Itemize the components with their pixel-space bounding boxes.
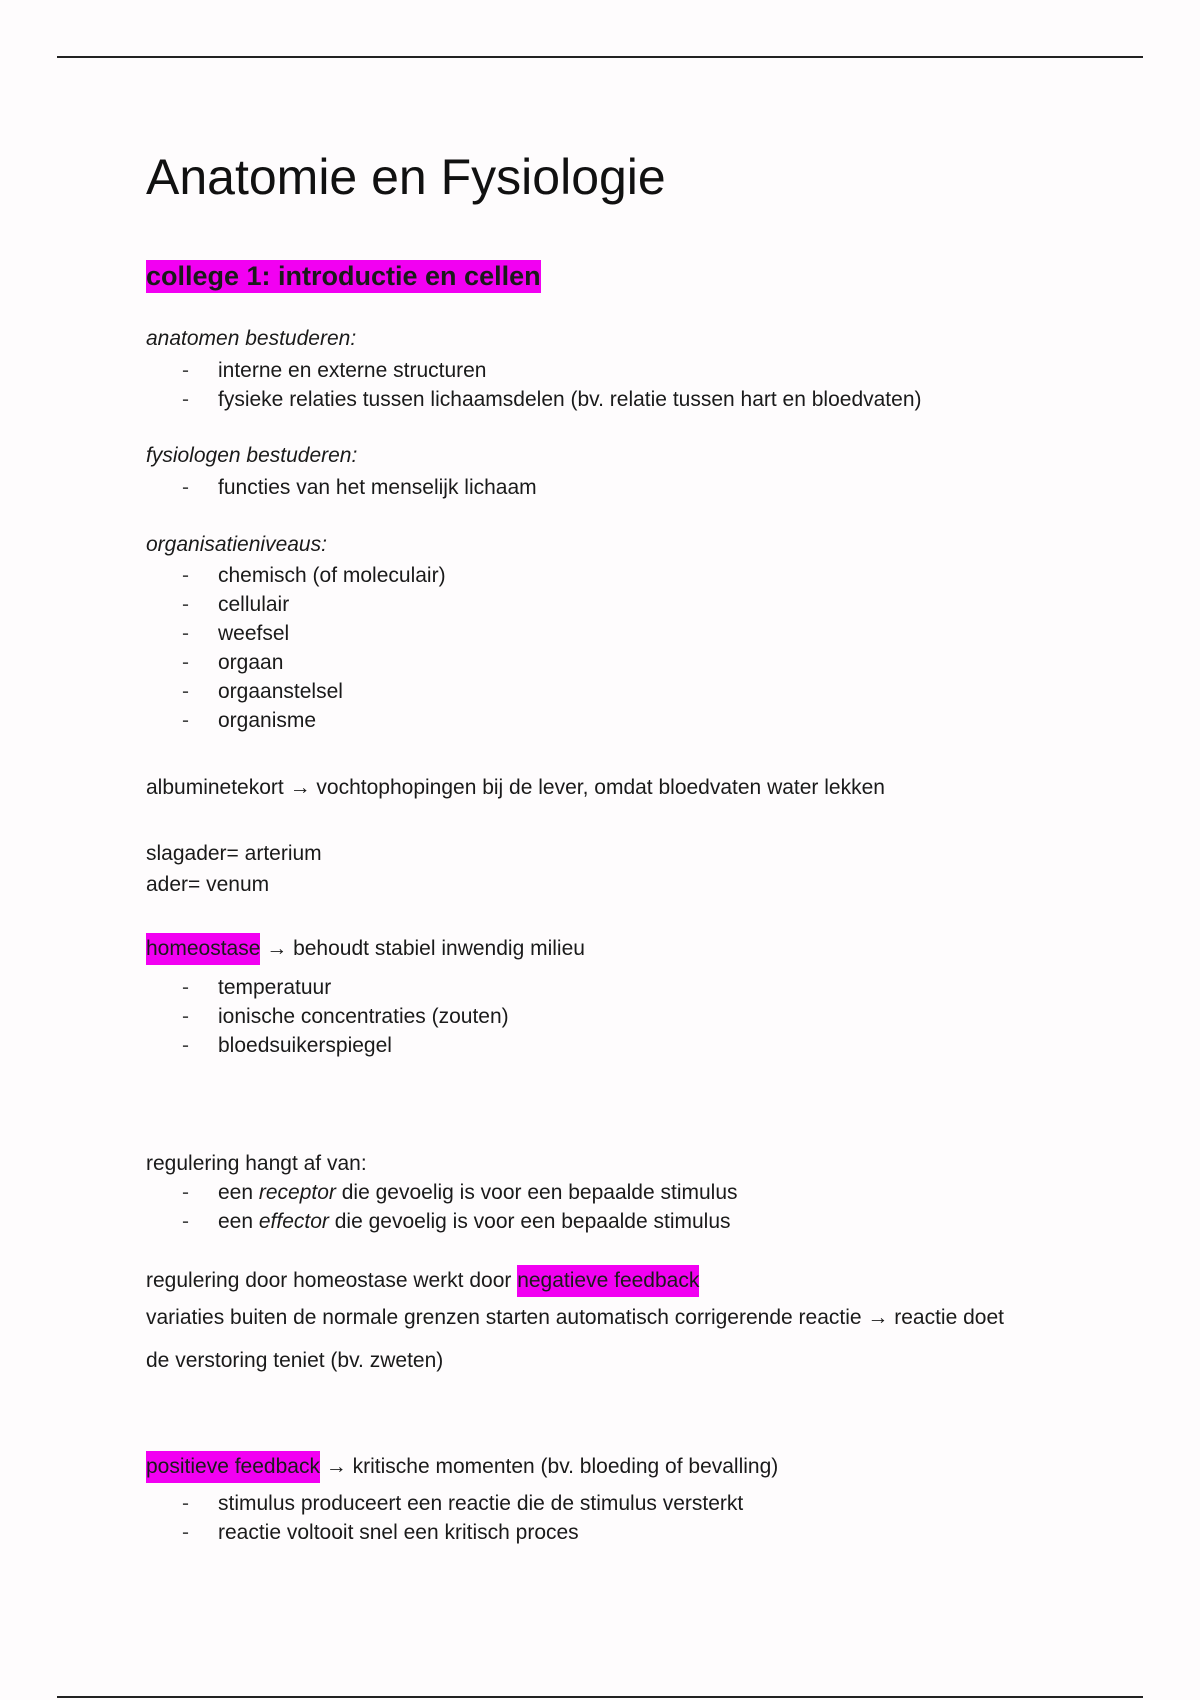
homeostase-line [146,937,585,961]
regulering-list [146,1178,738,1236]
homeostase-list [146,973,509,1060]
text-span: een [218,1210,259,1233]
list-item: - fysieke relaties tussen lichaamsdelen (bv. relatie tussen hart en bloedvaten) [146,385,922,414]
list-item: - bloedsuikerspiegel [146,1031,509,1060]
top-rule [57,56,1143,58]
negatief-explanation-1: variaties buiten de normale grenzen starten automatisch corrigerende reactie → reactie doet [146,1306,1004,1329]
organisatie-label: organisatieniveaus: [146,533,327,556]
list-item: - chemisch (of moleculair) [146,561,446,590]
list-item [146,1207,738,1236]
emphasis-text: effector [258,1210,329,1233]
list-item: - organisme [146,706,446,735]
list-item [146,1178,738,1207]
text-span: die gevoelig is voor een bepaalde stimulus [328,1210,731,1233]
list-item: - orgaan [146,648,446,677]
document-title: Anatomie en Fysiologie [146,149,666,205]
homeostase-highlight: homeostase [146,933,260,965]
text-span: een [218,1181,259,1204]
positief-list [146,1489,743,1547]
list-item: - stimulus produceert een reactie die de stimulus versterkt [146,1489,743,1518]
regulering-label: regulering hangt af van: [146,1152,367,1175]
anatomen-label: anatomen bestuderen: [146,327,357,350]
list-item: - weefsel [146,619,446,648]
text-span: die gevoelig is voor een bepaalde stimulus [335,1181,738,1204]
slagader-note: slagader= arterium [146,842,322,865]
negatief-highlight: negatieve feedback [517,1265,699,1297]
anatomen-list [146,356,922,414]
list-item: - functies van het menselijk lichaam [146,473,537,502]
negatief-intro: regulering door homeostase werkt door [146,1269,518,1292]
negatief-line [146,1269,699,1293]
organisatie-list [146,561,446,735]
positief-line [146,1455,778,1479]
list-item: - ionische concentraties (zouten) [146,1002,509,1031]
list-item: - temperatuur [146,973,509,1002]
fysiologen-label: fysiologen bestuderen: [146,444,358,467]
emphasis-text: receptor [258,1181,336,1204]
list-item: - interne en externe structuren [146,356,922,385]
list-item: - cellulair [146,590,446,619]
list-item: - reactie voltooit snel een kritisch proces [146,1518,743,1547]
fysiologen-list [146,473,537,502]
positief-highlight: positieve feedback [146,1451,320,1483]
ader-note: ader= venum [146,873,270,896]
list-item: - orgaanstelsel [146,677,446,706]
albumine-note: albuminetekort → vochtophopingen bij de lever, omdat bloedvaten water lekken [146,776,885,799]
negatief-explanation-2: de verstoring teniet (bv. zweten) [146,1349,444,1372]
bottom-rule [57,1696,1143,1698]
section-heading: college 1: introductie en cellen [146,261,541,291]
positief-description: → kritische momenten (bv. bloeding of bevalling) [319,1455,779,1478]
homeostase-description: → behoudt stabiel inwendig milieu [260,937,585,960]
